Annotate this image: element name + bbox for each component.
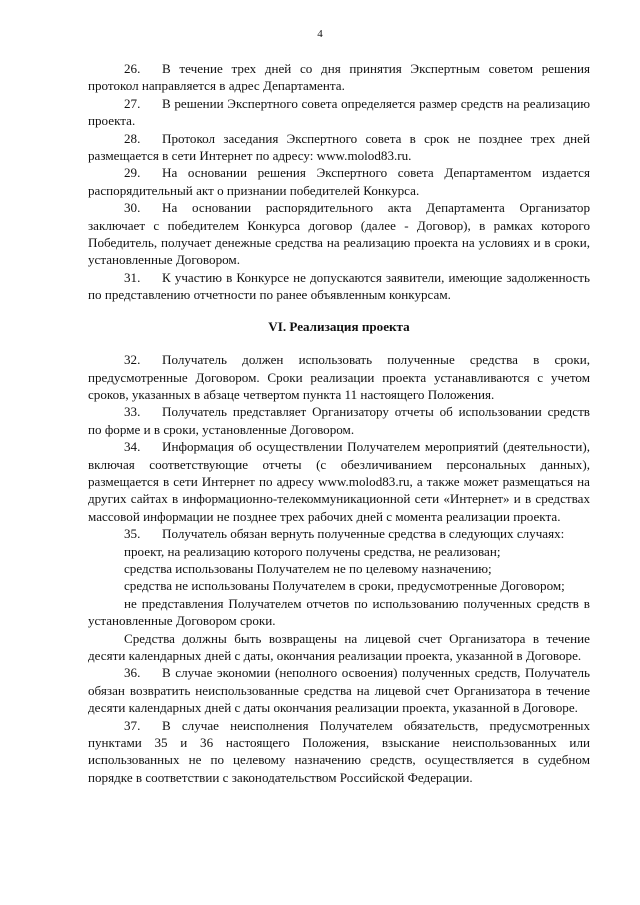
- subparagraph-35-1: проект, на реализацию которого получены средства, не реализован;: [124, 543, 501, 559]
- item-number: 26.: [124, 61, 141, 76]
- item-number: 34.: [124, 439, 141, 455]
- paragraph-36: [88, 664, 590, 716]
- paragraph-28: [88, 130, 590, 165]
- paragraph-30: [88, 199, 590, 269]
- document-body: [88, 60, 590, 786]
- paragraph-32: [88, 351, 590, 403]
- page-number: 4: [317, 28, 323, 40]
- item-text: Получатель обязан вернуть полученные средства в следующих случаях:: [162, 526, 565, 542]
- item-text: К участию в Конкурсе не допускаются заявители, имеющие задолженность по представлению отчетности по ранее объявленным конкурсам.: [88, 269, 590, 303]
- paragraph-26: [88, 60, 590, 95]
- item-number: 29.: [124, 165, 141, 181]
- item-number: 36.: [124, 665, 141, 681]
- subparagraph-35-3: средства не использованы Получателем в сроки, предусмотренные Договором;: [124, 578, 565, 594]
- paragraph-27: [88, 95, 590, 130]
- paragraph-33: [88, 403, 590, 438]
- item-number: 37.: [124, 717, 141, 733]
- item-number: 35.: [124, 526, 141, 542]
- item-text: В решении Экспертного совета определяется размер средств на реализацию проекта.: [88, 95, 590, 129]
- paragraph-29: [88, 164, 590, 199]
- item-text: Получатель должен использовать полученные средства в сроки, предусмотренные Договором. Сроки реализации проекта устанавливаются с учетом сроков, указанных в абзаце четвертом пункта 11 настоящего Положения.: [88, 352, 590, 402]
- item-text: В случае экономии (неполного освоения) полученных средств, Получатель обязан возвратить неиспользованные средства на лицевой счет Организатора в течение десяти календарных дней с даты окончания реализации проекта, указанной в Договоре.: [88, 665, 590, 716]
- paragraph-31: [88, 269, 590, 304]
- item-number: 27.: [124, 95, 141, 111]
- section-heading: VI. Реализация проекта: [268, 318, 410, 334]
- item-text: Получатель представляет Организатору отчеты об использовании средств по форме и в сроки, установленные Договором.: [88, 404, 590, 437]
- item-number: 28.: [124, 130, 141, 146]
- item-text: На основании решения Экспертного совета Департаментом издается распорядительный акт о признании победителей Конкурса.: [88, 165, 590, 198]
- item-text: Протокол заседания Экспертного совета в срок не позднее трех дней размещается в сети Интернет по адресу: www.molod83.ru.: [88, 130, 590, 164]
- item-number: 30.: [124, 200, 141, 216]
- item-text: В случае неисполнения Получателем обязательств, предусмотренных пунктами 35 и 36 настоящего Положения, взыскание неиспользованных или использованных не по целевому назначению средств, осуществляется в судебном порядке в соответствии с законодательством Российской Федерации.: [88, 717, 590, 785]
- paragraph-35: [88, 525, 590, 542]
- paragraph-34: [88, 438, 590, 525]
- item-number: 33.: [124, 404, 141, 420]
- paragraph-37: [88, 717, 590, 787]
- subparagraph-35-2: средства использованы Получателем не по целевому назначению;: [124, 560, 492, 576]
- item-text: В течение трех дней со дня принятия Экспертным советом решения протокол направляется в адрес Департамента.: [88, 61, 590, 94]
- subparagraph-35-5: Средства должны быть возвращены на лицевой счет Организатора в течение десяти календарных дней с даты, окончания реализации проекта, указанной в Договоре.: [88, 630, 590, 663]
- item-text: Информация об осуществлении Получателем мероприятий (деятельности), включая соответствующие отчеты (с обезличиванием персональных данных), размещается в сети Интернет по адресу www.molod83.ru, а также может размещаться на других сайтах в информационно-телекоммуникационной сети «Интернет» и в средствах массовой информации не позднее трех рабочих дней с момента реализации проекта.: [88, 439, 590, 524]
- item-number: 32.: [124, 352, 141, 368]
- item-number: 31.: [124, 269, 141, 285]
- subparagraph-35-4: не представления Получателем отчетов по использованию полученных средств в установленные Договором сроки.: [88, 595, 590, 629]
- item-text: На основании распорядительного акта Департамента Организатор заключает с победителем Конкурса договор (далее - Договор), в рамках которого Победитель, получает денежные средства на реализацию проекта на условиях и в сроки, установленные Договором.: [88, 200, 590, 268]
